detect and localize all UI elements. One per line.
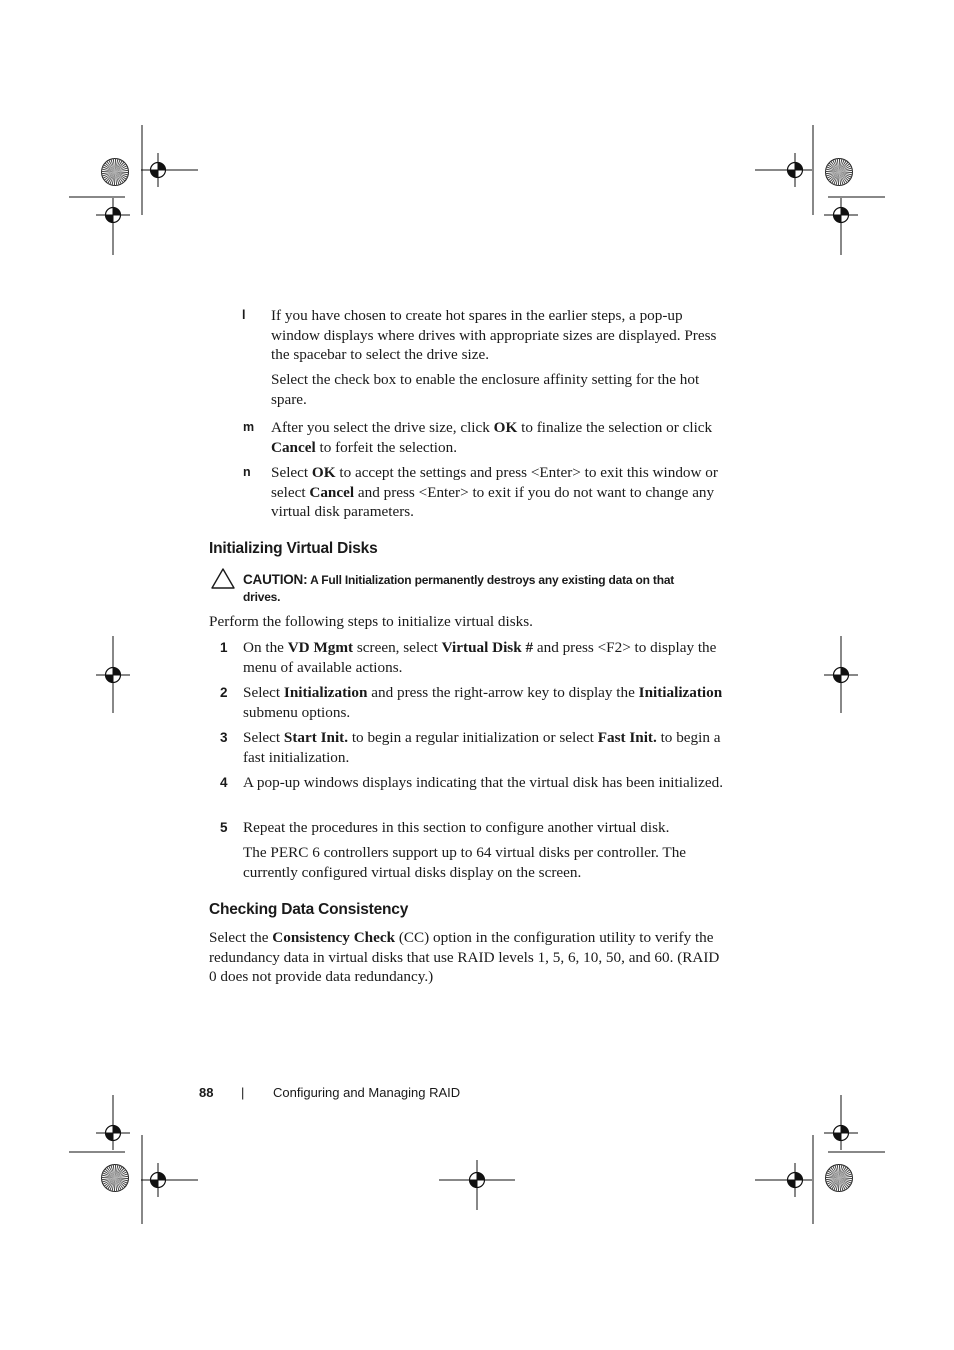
step-m-p1: After you select the drive size, click OK to finalize the selection or click Cancel to forfeit the selection. — [271, 419, 713, 456]
starburst-target-icon — [102, 1165, 129, 1192]
registration-mark-icon — [96, 198, 130, 232]
step-3-text: Select Start Init. to begin a regular initialization or select Fast Init. to begin a fast initialization. — [243, 729, 721, 766]
section2-paragraph: Select the Consistency Check (CC) option in the configuration utility to verify the redundancy data in virtual disks that use RAID levels 1, 5, 6, 10, 50, and 60. (RAID 0 does not provide data redundancy.) — [209, 929, 720, 985]
step-5-note: The PERC 6 controllers support up to 64 virtual disks per controller. The currently configured virtual disks display on the screen. — [243, 844, 687, 881]
step-n-marker: n — [243, 465, 251, 479]
footer-chapter-title: Configuring and Managing RAID — [273, 1085, 461, 1100]
registration-mark-icon — [824, 198, 858, 232]
step-4-text: A pop-up windows displays indicating that the virtual disk has been initialized. — [243, 774, 724, 791]
step-1-text: On the VD Mgmt screen, select Virtual Disk # and press <F2> to display the menu of available actions. — [243, 639, 717, 676]
starburst-target-icon — [826, 159, 853, 186]
registration-mark-icon — [824, 1116, 858, 1150]
step-m-marker: m — [243, 420, 255, 434]
caution-text: A Full Initialization permanently destroys any existing data on that drives. — [243, 573, 675, 604]
step-3-number: 3 — [220, 730, 228, 745]
section1-intro: Perform the following steps to initialize virtual disks. — [209, 613, 533, 630]
step-2-text: Select Initialization and press the right-arrow key to display the Initialization submenu options. — [243, 684, 723, 721]
starburst-target-icon — [102, 159, 129, 186]
step-5-text: Repeat the procedures in this section to configure another virtual disk. — [243, 819, 670, 836]
step-n-p1: Select OK to accept the settings and press <Enter> to exit this window or select Cancel and press <Enter> to exit if you do not want to change any virtual disk parameters. — [271, 464, 718, 520]
step-5-number: 5 — [220, 820, 228, 835]
step-4-number: 4 — [220, 775, 228, 790]
section-heading-consistency: Checking Data Consistency — [209, 901, 409, 918]
starburst-target-icon — [826, 1165, 853, 1192]
step-l-p2: Select the check box to enable the enclosure affinity setting for the hot spare. — [271, 371, 700, 408]
step-1-number: 1 — [220, 640, 228, 655]
registration-mark-icon — [96, 1116, 130, 1150]
step-2-number: 2 — [220, 685, 228, 700]
caution-label: CAUTION: — [243, 572, 308, 587]
page-number: 88 — [199, 1085, 214, 1100]
step-l-marker: l — [242, 308, 246, 322]
footer-separator: | — [241, 1085, 245, 1100]
section-heading-initializing: Initializing Virtual Disks — [209, 540, 378, 557]
step-l-p1: If you have chosen to create hot spares in the earlier steps, a pop-up window displays where drives with appropriate sizes are displayed. Press the spacebar to select the drive size. — [271, 307, 717, 363]
